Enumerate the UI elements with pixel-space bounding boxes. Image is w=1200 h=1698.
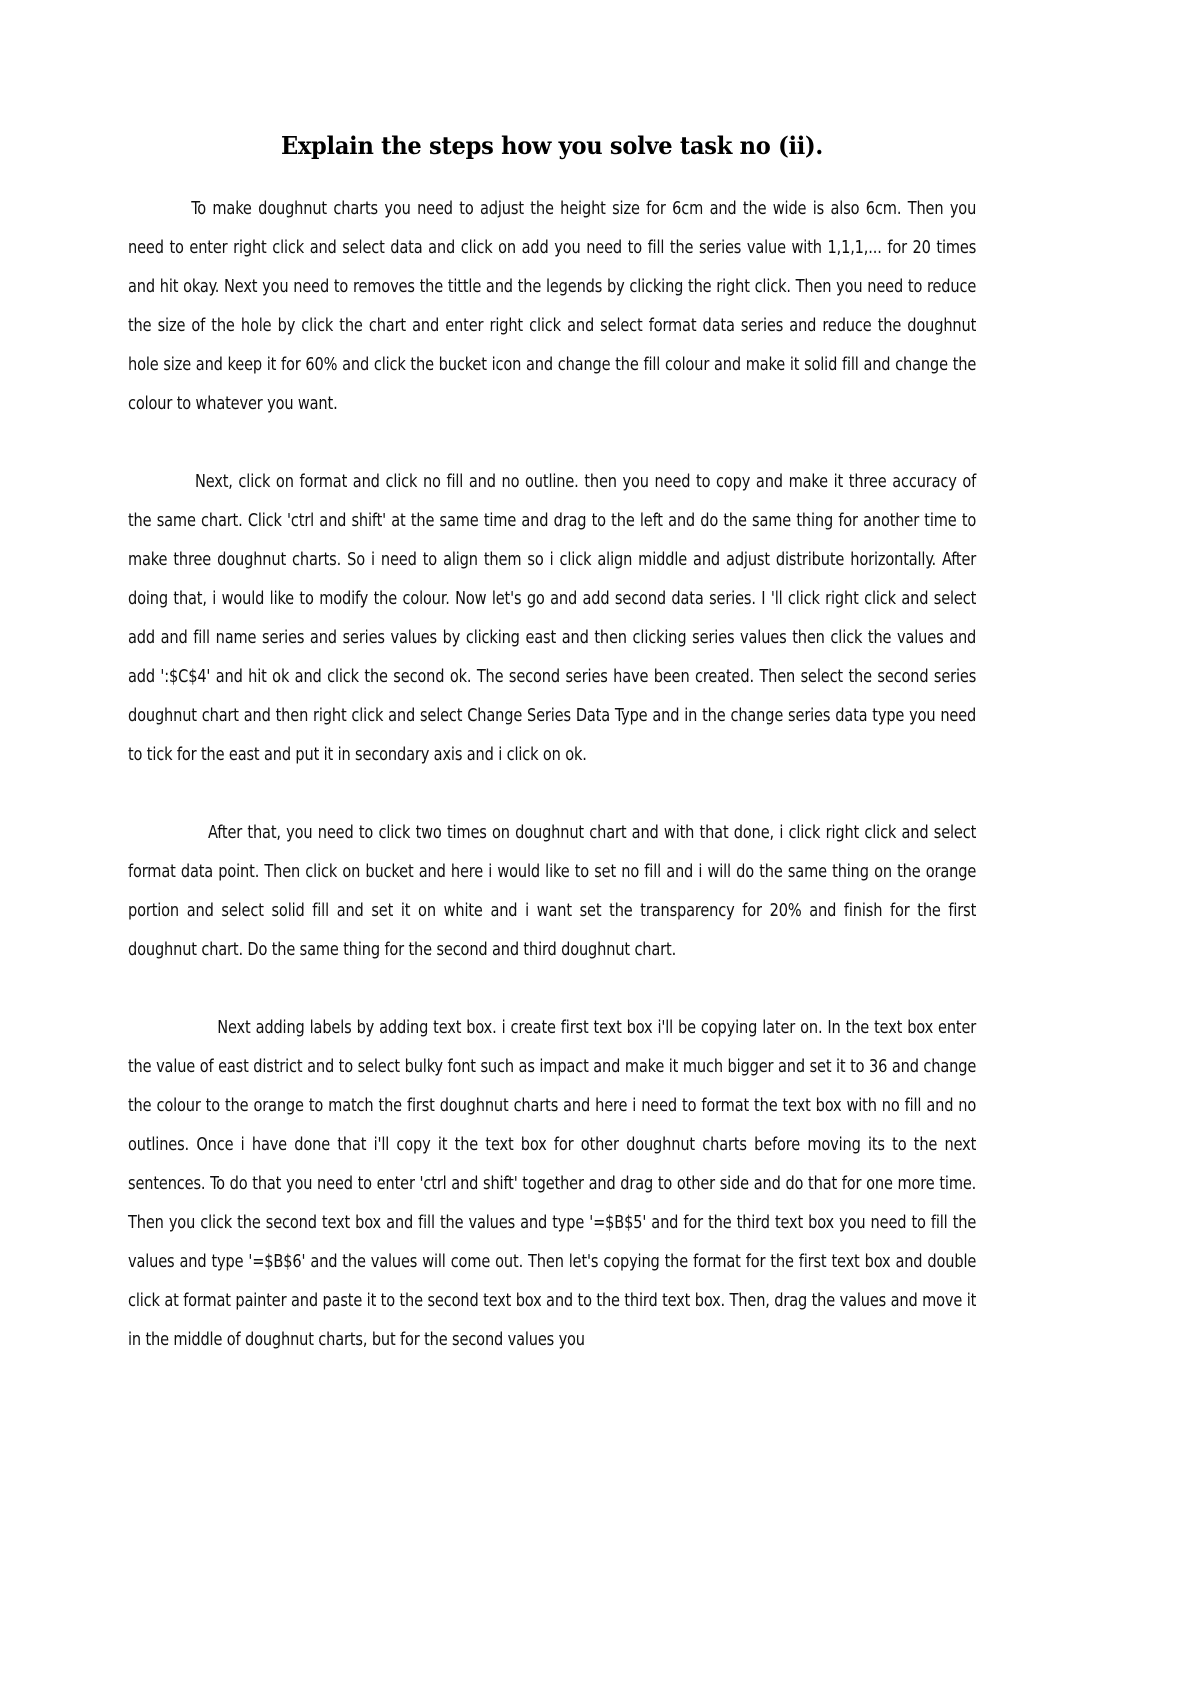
paragraph-1: To make doughnut charts you need to adjust the height size for 6cm and the wide is also 6cm. Then you need to enter right click and select data and click on add you need to fill the series value with 1,1,1,... for 20 times and hit okay. Next you need to removes the tittle and the legends by clicking the right click. Then you need to reduce the size of the hole by click the chart and enter right click and select format data series and reduce the doughnut hole size and keep it for 60% and click the bucket icon and change the fill colour and make it solid fill and change the colour to whatever you want. [128,198,977,414]
paragraph-4: Next adding labels by adding text box. i create first text box i'll be copying later on. In the text box enter the value of east district and to select bulky font such as impact and make it much bigger and set it to 36 and change the colour to the orange to match the first doughnut charts and here i need to format the text box with no fill and no outlines. Once i have done that i'll copy it the text box for other doughnut charts before moving its to the next sentences. To do that you need to enter 'ctrl and shift' together and drag to other side and do that for one more time. Then you click the second text box and fill the values and type '=$B$5' and for the third text box you need to fill the values and type '=$B$6' and the values will come out. Then let's copying the format for the first text box and double click at format painter and paste it to the second text box and to the third text box. Then, drag the values and move it in the middle of doughnut charts, but for the second values you [128,1017,977,1350]
paragraph-3: After that, you need to click two times on doughnut chart and with that done, i click right click and select format data point. Then click on bucket and here i would like to set no fill and i will do the same thing on the orange portion and select solid fill and set it on white and i want set the transparency for 20% and finish for the first doughnut chart. Do the same thing for the second and third doughnut chart. [128,822,977,960]
document-body [128,0,976,1360]
paragraph-2: Next, click on format and click no fill and no outline. then you need to copy and make it three accuracy of the same chart. Click 'ctrl and shift' at the same time and drag to the left and do the same thing for another time to make three doughnut charts. So i need to align them so i click align middle and adjust distribute horizontally. After doing that, i would like to modify the colour. Now let's go and add second data series. I 'll click right click and select add and fill name series and series values by clicking east and then clicking series values then click the values and add ':$C$4' and hit ok and click the second ok. The second series have been created. Then select the second series doughnut chart and then right click and select Change Series Data Type and in the change series data type you need to tick for the east and put it in secondary axis and i click on ok. [128,471,977,765]
page-title: Explain the steps how you solve task no (ii). [280,131,823,160]
